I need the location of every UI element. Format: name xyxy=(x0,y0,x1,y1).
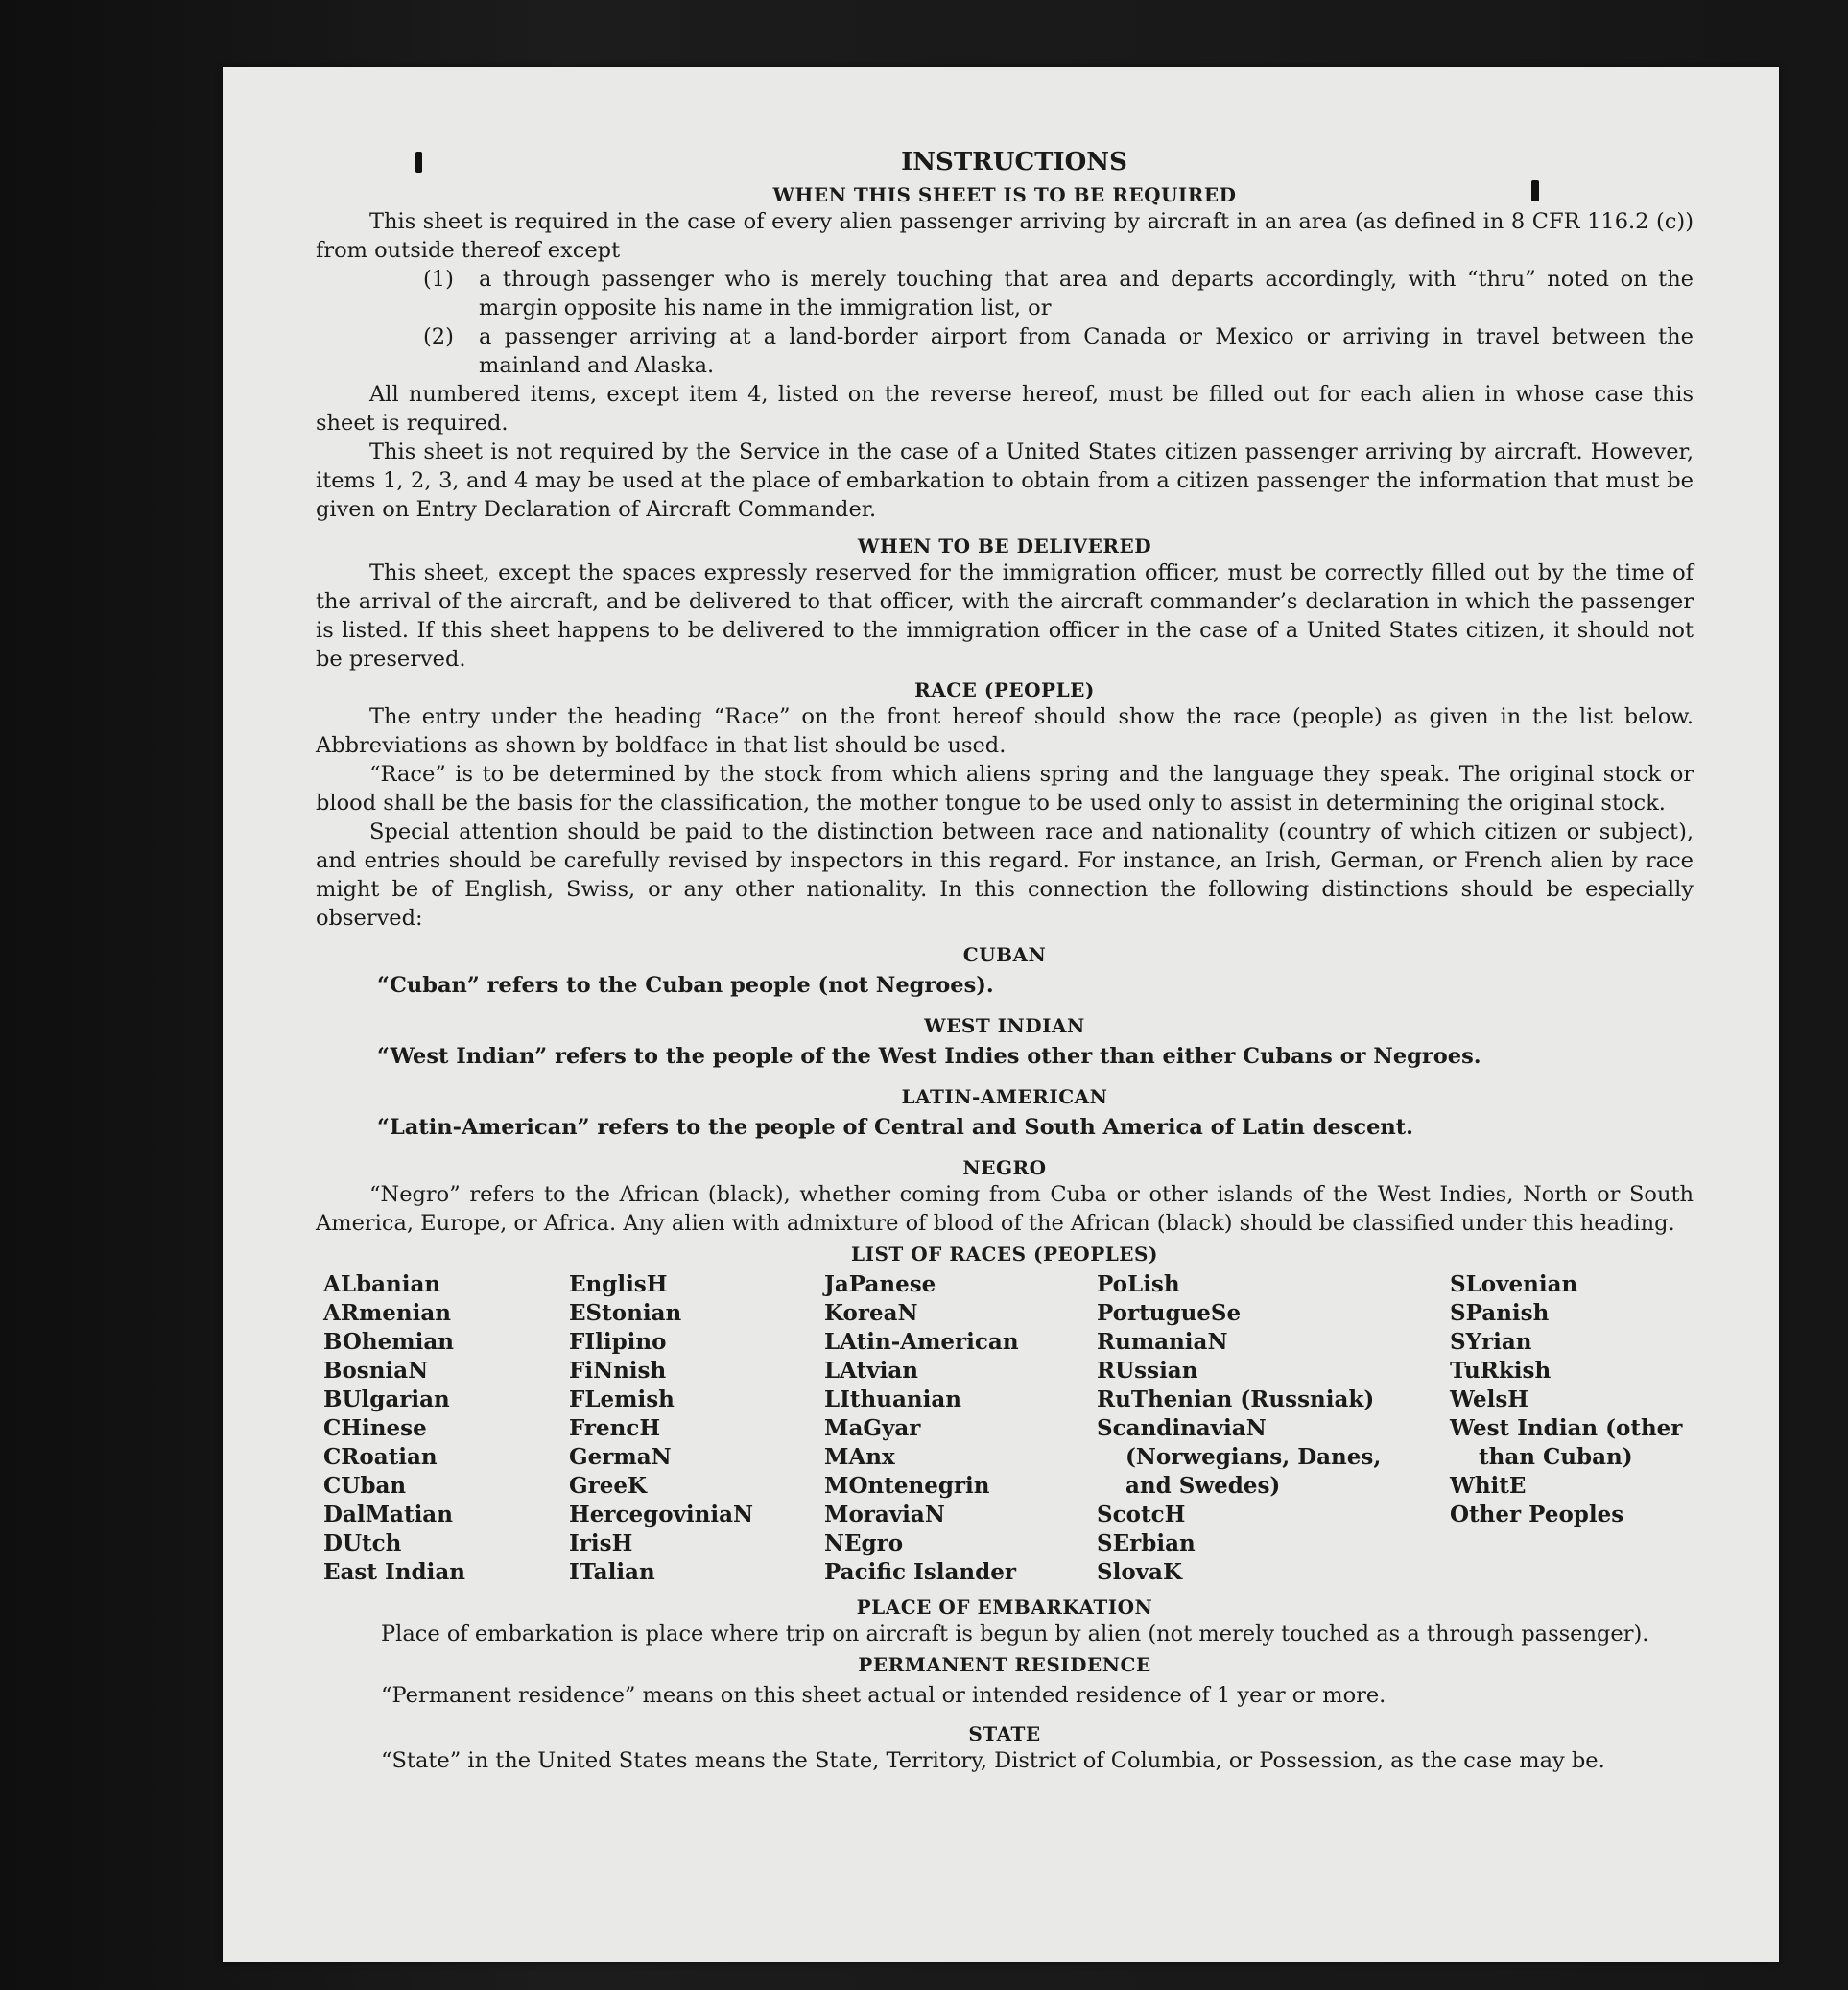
race-entry: EStonian xyxy=(569,1300,682,1326)
race-entry: MoraviaN xyxy=(824,1502,945,1528)
race-p3: Special attention should be paid to the distinction between race and nationality (country of which citizen or subject), and entries should be carefully revised by inspectors in this regard. For instance, an Irish, German, or French alien by race might be of English, Swiss, or any other nationality. In this connection the following distinctions should be especially observed: xyxy=(316,819,1694,931)
race-entry: FiNnish xyxy=(569,1358,667,1384)
race-entry: RUssian xyxy=(1097,1358,1198,1384)
heading-embarkation: PLACE OF EMBARKATION xyxy=(856,1596,1153,1619)
race-entry: Pacific Islander xyxy=(824,1559,1016,1585)
race-entry: DalMatian xyxy=(323,1502,453,1528)
race-entry: SErbian xyxy=(1097,1530,1196,1556)
races-column-4 xyxy=(1097,1270,1385,1587)
race-entry: PortugueSe xyxy=(1097,1300,1242,1326)
race-entry: EnglisH xyxy=(569,1271,668,1297)
race-entry: KoreaN xyxy=(824,1300,918,1326)
heading-race: RACE (PEOPLE) xyxy=(914,678,1095,701)
heading-negro: NEGRO xyxy=(962,1156,1047,1179)
race-entry: Other Peoples xyxy=(1450,1502,1624,1528)
embarkation-definition: Place of embarkation is place where trip on aircraft is begun by alien (not merely touched as a through passenger). xyxy=(381,1622,1649,1646)
race-entry: LAtvian xyxy=(824,1358,918,1384)
race-p1: The entry under the heading “Race” on the front hereof should show the race (people) as given in the list below. Abbreviations as shown by boldface in that list should be used. xyxy=(316,704,1694,758)
race-entry: LIthuanian xyxy=(824,1386,961,1412)
race-entry: ARmenian xyxy=(323,1300,452,1326)
race-entry: SPanish xyxy=(1450,1300,1550,1326)
race-entry: CHinese xyxy=(323,1415,427,1441)
race-entry: FIlipino xyxy=(569,1329,667,1355)
race-entry: East Indian xyxy=(323,1559,465,1585)
race-entry: MAnx xyxy=(824,1444,895,1470)
heading-cuban: CUBAN xyxy=(962,943,1047,966)
cuban-definition: “Cuban” refers to the Cuban people (not Negroes). xyxy=(377,973,994,998)
race-entry: RumaniaN xyxy=(1097,1329,1228,1355)
race-entry: ITalian xyxy=(569,1559,655,1585)
race-entry: WhitE xyxy=(1450,1473,1527,1499)
race-entry: ALbanian xyxy=(323,1271,441,1297)
race-p2: “Race” is to be determined by the stock from which aliens spring and the language they speak. The original stock or blood shall be the basis for the classification, the mother tongue to be used only to assist in determining the original stock. xyxy=(316,762,1694,816)
race-entry: IrisH xyxy=(569,1530,633,1556)
race-entry: LAtin-American xyxy=(824,1329,1019,1355)
race-entry: West Indian (other than Cuban) xyxy=(1450,1415,1683,1470)
race-entry: GreeK xyxy=(569,1473,648,1499)
heading-list-of-races: LIST OF RACES (PEOPLES) xyxy=(851,1243,1158,1266)
race-entry: BosniaN xyxy=(323,1358,429,1384)
races-column-5 xyxy=(1385,1270,1738,1587)
when-required-intro: This sheet is required in the case of every alien passenger arriving by aircraft in an area (as defined in 8 CFR 116.2 (c)) from outside thereof except xyxy=(316,209,1694,263)
race-entry: SLovenian xyxy=(1450,1271,1578,1297)
race-entry: ScotcH xyxy=(1097,1502,1186,1528)
heading-west-indian: WEST INDIAN xyxy=(924,1014,1085,1037)
race-entry: PoLish xyxy=(1097,1271,1180,1297)
race-entry: JaPanese xyxy=(824,1271,936,1297)
west-indian-definition: “West Indian” refers to the people of the West Indies other than either Cubans or Negroes. xyxy=(377,1044,1481,1069)
latin-american-definition: “Latin-American” refers to the people of Central and South America of Latin descent. xyxy=(377,1115,1413,1140)
race-entry: WelsH xyxy=(1450,1386,1529,1412)
race-entry: RuThenian (Russniak) xyxy=(1097,1386,1375,1412)
when-delivered-p1: This sheet, except the spaces expressly reserved for the immigration officer, must be correctly filled out by the time of the arrival of the aircraft, and be delivered to that officer, with the aircraft commander’s declaration in which the passenger is listed. If this sheet happens to be delivered to the immigration officer in the case of a United States citizen, it should not be preserved. xyxy=(316,560,1694,672)
race-entry: SlovaK xyxy=(1097,1559,1182,1585)
race-entry: FrencH xyxy=(569,1415,661,1441)
race-entry: GermaN xyxy=(569,1444,672,1470)
race-entry: NEgro xyxy=(824,1530,904,1556)
races-column-2 xyxy=(569,1270,824,1587)
heading-when-required: WHEN THIS SHEET IS TO BE REQUIRED xyxy=(772,183,1237,206)
heading-state: STATE xyxy=(968,1722,1041,1745)
races-list xyxy=(316,1270,1694,1587)
document-body xyxy=(316,146,1694,1775)
heading-latin-american: LATIN-AMERICAN xyxy=(901,1085,1108,1108)
heading-when-delivered: WHEN TO BE DELIVERED xyxy=(857,534,1152,557)
when-required-p3: This sheet is not required by the Service in the case of a United States citizen passenger arriving by aircraft. However, items 1, 2, 3, and 4 may be used at the place of embarkation to obtain from a citizen passenger the information that must be given on Entry Declaration of Aircraft Commander. xyxy=(316,439,1694,522)
race-entry: CUban xyxy=(323,1473,407,1499)
race-entry: BOhemian xyxy=(323,1329,454,1355)
race-entry: BUlgarian xyxy=(323,1386,450,1412)
exception-item-1 xyxy=(423,265,1694,322)
document-sheet xyxy=(223,67,1779,1962)
races-column-1 xyxy=(316,1270,569,1587)
race-entry: TuRkish xyxy=(1450,1358,1552,1384)
exception-text: a passenger arriving at a land-border airport from Canada or Mexico or arriving in travel between the mainland and Alaska. xyxy=(479,324,1694,378)
races-column-3 xyxy=(824,1270,1097,1587)
exception-item-2 xyxy=(423,322,1694,380)
exception-number: (2) xyxy=(423,324,454,349)
exception-text: a through passenger who is merely touching that area and departs accordingly, with “thru” noted on the margin opposite his name in the immigration list, or xyxy=(479,267,1694,320)
heading-permanent-residence: PERMANENT RESIDENCE xyxy=(858,1653,1151,1676)
race-entry: ScandinaviaN (Norwegians, Danes, and Swedes) xyxy=(1097,1415,1382,1499)
race-entry: MaGyar xyxy=(824,1415,921,1441)
race-entry: DUtch xyxy=(323,1530,402,1556)
race-entry: FLemish xyxy=(569,1386,675,1412)
race-entry: SYrian xyxy=(1450,1329,1532,1355)
race-entry: HercegoviniaN xyxy=(569,1502,754,1528)
negro-definition: “Negro” refers to the African (black), whether coming from Cuba or other islands of the West Indies, North or South America, Europe, or Africa. Any alien with admixture of blood of the African (black) should be classified under this heading. xyxy=(316,1182,1694,1236)
permanent-residence-definition: “Permanent residence” means on this sheet actual or intended residence of 1 year or more. xyxy=(381,1683,1386,1708)
state-definition: “State” in the United States means the State, Territory, District of Columbia, or Possession, as the case may be. xyxy=(381,1748,1605,1773)
race-entry: CRoatian xyxy=(323,1444,438,1470)
when-required-p2: All numbered items, except item 4, listed on the reverse hereof, must be filled out for each alien in whose case this sheet is required. xyxy=(316,382,1694,436)
exception-number: (1) xyxy=(423,267,454,292)
document-title: INSTRUCTIONS xyxy=(901,148,1127,177)
race-entry: MOntenegrin xyxy=(824,1473,990,1499)
